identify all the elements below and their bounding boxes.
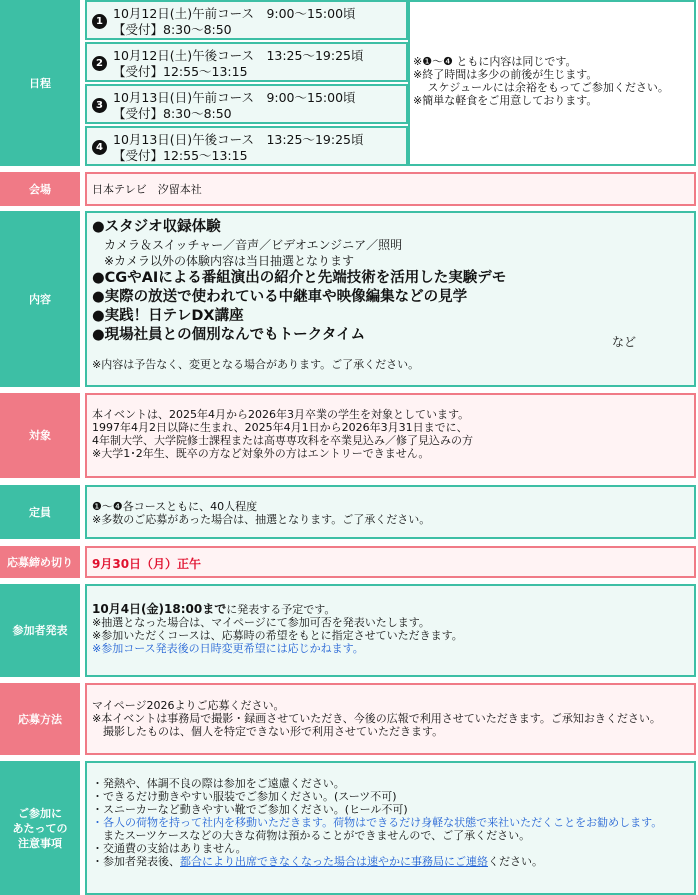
venue-text: 日本テレビ 汐留本社 — [92, 183, 202, 196]
notice-line: またスーツケースなどの大きな荷物は預かることができませんので、ご了承ください。 — [92, 829, 531, 842]
content-note: ※内容は予告なく、変更となる場合があります。ご了承ください。 — [92, 358, 420, 371]
deadline-label: 応募締め切り — [0, 546, 80, 578]
apply-line: 撮影したものは、個人を特定できない形で利用させていただきます。 — [92, 725, 444, 738]
notice-last-suffix: ください。 — [488, 855, 543, 868]
slot-reception: 【受付】12:55〜13:15 — [113, 64, 248, 79]
slot-reception: 【受付】8:30〜8:50 — [113, 22, 232, 37]
deadline-text: 9月30日（月）正午 — [92, 557, 202, 571]
apply-label: 応募方法 — [0, 683, 80, 755]
slot-3 — [85, 84, 408, 124]
slot-title: 10月12日(土)午前コース 9:00〜15:00頃 — [113, 6, 356, 21]
notice-line: ・交通費の支給はありません。 — [92, 842, 247, 855]
notice-label: ご参加に あたっての 注意事項 — [0, 761, 80, 895]
target-line: 1997年4月2日以降に生まれ、2025年4月1日から2026年3月31日までに、 — [92, 421, 468, 434]
announcement-box — [85, 584, 696, 677]
content-item: ●現場社員との個別なんでもトークタイム — [92, 327, 366, 343]
schedule-label: 日程 — [0, 0, 80, 166]
slot-reception: 【受付】12:55〜13:15 — [113, 148, 248, 163]
target-line: 本イベントは、2025年4月から2026年3月卒業の学生を対象としています。 — [92, 408, 470, 421]
announcement-date: 10月4日(金)18:00まで — [92, 602, 227, 616]
venue-label: 会場 — [0, 172, 80, 206]
deadline-row — [0, 546, 698, 578]
target-line: ※大学1･2年生、既卒の方など対象外の方はエントリーできません。 — [92, 447, 430, 460]
content-item: ●実践！日テレDX講座 — [92, 308, 244, 324]
target-box — [85, 393, 696, 478]
schedule-note: ※❶〜❹ ともに内容は同じです。 — [413, 55, 577, 68]
slot-1 — [85, 0, 408, 40]
target-line: 4年制大学、大学院修士課程または高専専攻科を卒業見込み／修了見込みの方 — [92, 434, 473, 447]
number-3-icon: 3 — [92, 98, 107, 113]
apply-line: ※本イベントは事務局で撮影・録画させていただき、今後の広報で利用させていただきます。ご承知おきください。 — [92, 712, 661, 725]
notice-line: ・発熱や、体調不良の際は参加をご遠慮ください。 — [92, 777, 345, 790]
slot-2 — [85, 42, 408, 82]
announcement-line: ※参加いただくコースは、応募時の希望をもとに指定させていただきます。 — [92, 629, 463, 642]
notice-box — [85, 761, 696, 895]
slot-4 — [85, 126, 408, 166]
schedule-note: スケジュールには余裕をもってご参加ください。 — [413, 81, 669, 94]
apply-line: マイページ2026よりご応募ください。 — [92, 699, 285, 712]
capacity-label: 定員 — [0, 485, 80, 539]
target-row — [0, 393, 698, 478]
capacity-line: ❶〜❹各コースともに、40人程度 — [92, 500, 258, 513]
slot-title: 10月12日(土)午後コース 13:25〜19:25頃 — [113, 48, 364, 63]
notice-last-prefix: ・参加者発表後、 — [92, 855, 180, 868]
notice-luggage: ・各人の荷物を持って社内を移動いただきます。荷物はできるだけ身軽な状態で来社いただくことをお勧めします。 — [92, 816, 663, 829]
notice-line: ・できるだけ動きやすい服装でご参加ください。(スーツ不可) — [92, 790, 397, 803]
apply-row — [0, 683, 698, 755]
content-item: ●スタジオ収録体験 — [92, 219, 221, 235]
notice-line: ・スニーカーなど動きやすい靴でご参加ください。(ヒール不可) — [92, 803, 408, 816]
content-item: ●実際の放送で使われている中継車や映像編集などの見学 — [92, 289, 468, 305]
slot-title: 10月13日(日)午前コース 9:00〜15:00頃 — [113, 90, 356, 105]
content-box — [85, 211, 696, 387]
schedule-note: ※簡単な軽食をご用意しております。 — [413, 94, 598, 107]
venue-box — [85, 172, 696, 206]
schedule-row — [0, 0, 698, 166]
announcement-line: ※抽選となった場合は、マイページにて参加可否を発表いたします。 — [92, 616, 430, 629]
slot-reception: 【受付】8:30〜8:50 — [113, 106, 232, 121]
content-label: 内容 — [0, 211, 80, 387]
venue-row — [0, 172, 698, 206]
capacity-line: ※多数のご応募があった場合は、抽選となります。ご了承ください。 — [92, 513, 431, 526]
apply-box — [85, 683, 696, 755]
announcement-label: 参加者発表 — [0, 584, 80, 677]
content-item: ●CGやAIによる番組演出の紹介と先端技術を活用した実験デモ — [92, 270, 507, 286]
content-etc: など — [612, 335, 637, 349]
number-2-icon: 2 — [92, 56, 107, 71]
announcement-row — [0, 584, 698, 677]
announcement-first: に発表する予定です。 — [226, 603, 336, 616]
schedule-note: ※終了時間は多少の前後が生じます。 — [413, 68, 598, 81]
schedule-notes — [408, 0, 696, 166]
content-item: ※カメラ以外の体験内容は当日抽選となります — [92, 254, 355, 268]
content-row — [0, 211, 698, 387]
notice-contact-link[interactable]: 都合により出席できなくなった場合は速やかに事務局にご連絡 — [180, 855, 488, 868]
announcement-warning: ※参加コース発表後の日時変更希望には応じかねます。 — [92, 642, 364, 655]
target-label: 対象 — [0, 393, 80, 478]
capacity-row — [0, 485, 698, 539]
number-1-icon: 1 — [92, 14, 107, 29]
deadline-box — [85, 546, 696, 578]
schedule-slots — [85, 0, 408, 166]
number-4-icon: 4 — [92, 140, 107, 155]
content-item: カメラ＆スイッチャー／音声／ビデオエンジニア／照明 — [92, 238, 403, 252]
notice-row — [0, 761, 698, 895]
capacity-box — [85, 485, 696, 539]
slot-title: 10月13日(日)午後コース 13:25〜19:25頃 — [113, 132, 364, 147]
